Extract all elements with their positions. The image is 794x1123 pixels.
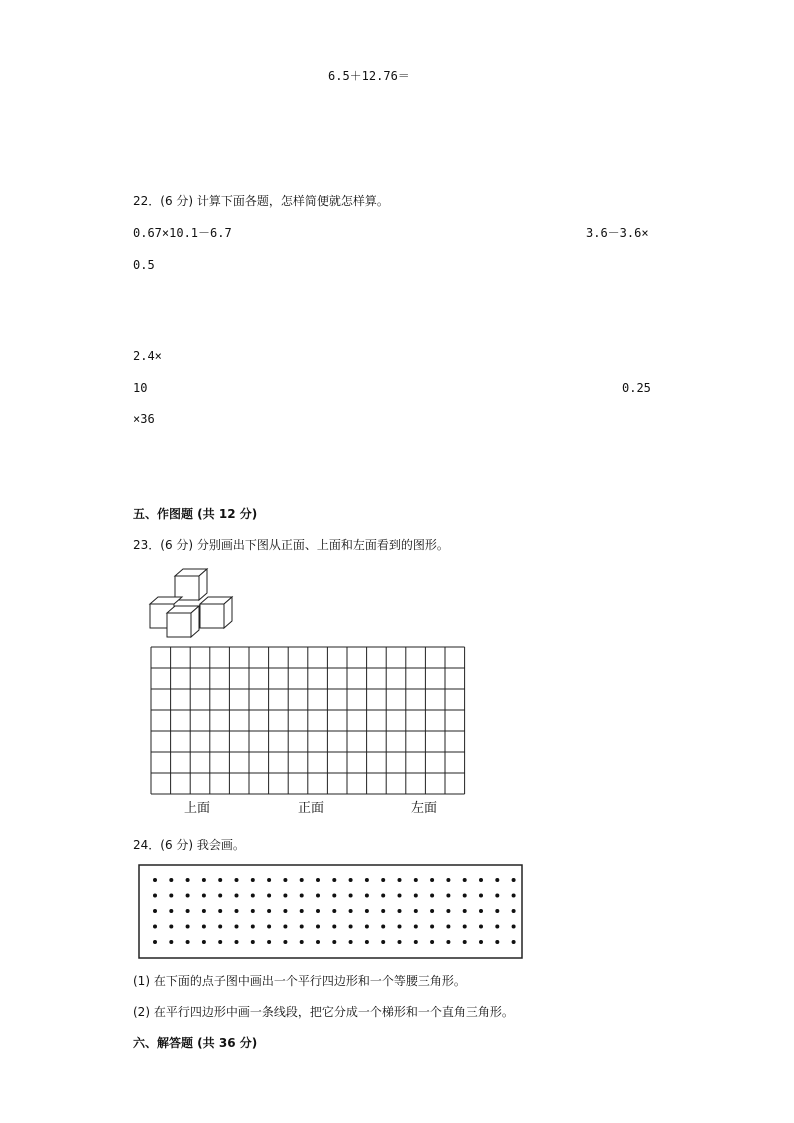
expression-q21-last: 6.5＋12.76＝ (328, 69, 410, 83)
grid-dot (153, 909, 157, 913)
grid-dot (316, 940, 320, 944)
grid-dot (153, 925, 157, 929)
grid-dot (349, 878, 353, 882)
grid-dot (267, 909, 271, 913)
grid-dot (316, 925, 320, 929)
grid-dot (267, 940, 271, 944)
grid-dot (235, 925, 239, 929)
grid-dot (365, 878, 369, 882)
grid-dot (283, 909, 287, 913)
grid-dot (300, 940, 304, 944)
grid-dot (202, 940, 206, 944)
grid-dot (479, 909, 483, 913)
grid-dot (446, 909, 450, 913)
grid-dot (300, 925, 304, 929)
grid-label-left-view: 左面 (411, 801, 438, 816)
grid-dot (365, 909, 369, 913)
grid-dot (186, 940, 190, 944)
grid-dot (218, 878, 222, 882)
grid-dot (414, 894, 418, 898)
grid-dot (479, 925, 483, 929)
cube-figure (145, 568, 240, 640)
grid-dot (463, 940, 467, 944)
q22-expression-2-line1: 3.6－3.6× (586, 226, 649, 240)
grid-dot (153, 878, 157, 882)
grid-dot (186, 909, 190, 913)
grid-dot (316, 894, 320, 898)
grid-dot (512, 878, 516, 882)
grid-dot (186, 894, 190, 898)
grid-dot (495, 894, 499, 898)
q22-expression-3-line2: 10 (133, 381, 148, 395)
grid-dot (398, 925, 402, 929)
grid-dot (512, 925, 516, 929)
grid-dot (365, 925, 369, 929)
grid-dot (267, 925, 271, 929)
drawing-grid[interactable] (150, 646, 470, 796)
question-22-heading: 22．(6 分) 计算下面各题，怎样简便就怎样算。 (133, 194, 389, 208)
grid-dot (153, 940, 157, 944)
q22-expression-1: 0.67×10.1－6.7 (133, 226, 232, 240)
grid-dot (300, 878, 304, 882)
grid-dot (381, 878, 385, 882)
grid-dot (235, 940, 239, 944)
grid-dot (414, 878, 418, 882)
grid-dot (332, 909, 336, 913)
grid-dot (463, 925, 467, 929)
question-23-heading: 23．(6 分) 分别画出下图从正面、上面和左面看到的图形。 (133, 538, 449, 552)
grid-dot (169, 925, 173, 929)
grid-dot (316, 878, 320, 882)
grid-dot (512, 909, 516, 913)
grid-dot (202, 878, 206, 882)
q24-instruction-2: (2) 在平行四边形中画一条线段，把它分成一个梯形和一个直角三角形。 (133, 1005, 514, 1019)
grid-dot (430, 940, 434, 944)
grid-dot (332, 878, 336, 882)
grid-dot (398, 940, 402, 944)
grid-dot (495, 909, 499, 913)
grid-label-front-view: 正面 (298, 801, 325, 816)
grid-dot (235, 878, 239, 882)
grid-dot (365, 940, 369, 944)
grid-dot (414, 909, 418, 913)
grid-dot (153, 894, 157, 898)
grid-dot (169, 894, 173, 898)
grid-dot (430, 925, 434, 929)
grid-dot (332, 940, 336, 944)
grid-dot (349, 925, 353, 929)
grid-dot (446, 878, 450, 882)
grid-dot (251, 894, 255, 898)
grid-dot (463, 878, 467, 882)
grid-dot (169, 940, 173, 944)
grid-dot (267, 878, 271, 882)
q22-expression-4-line1: 0.25 (622, 381, 651, 395)
section-6-title: 六、解答题 (共 36 分) (133, 1036, 258, 1050)
grid-dot (463, 909, 467, 913)
grid-dot (169, 909, 173, 913)
grid-dot (186, 878, 190, 882)
grid-dot (479, 878, 483, 882)
grid-dot (381, 909, 385, 913)
grid-label-top-view: 上面 (184, 801, 211, 816)
grid-dot (495, 940, 499, 944)
grid-dot (283, 925, 287, 929)
q24-instruction-1: (1) 在下面的点子图中画出一个平行四边形和一个等腰三角形。 (133, 974, 466, 988)
dot-grid[interactable] (138, 864, 524, 960)
grid-dot (381, 940, 385, 944)
grid-dot (381, 925, 385, 929)
grid-dot (283, 940, 287, 944)
q22-expression-3-line1: 2.4× (133, 349, 162, 363)
grid-dot (300, 894, 304, 898)
grid-dot (365, 894, 369, 898)
grid-dot (316, 909, 320, 913)
grid-dot (414, 940, 418, 944)
grid-dot (283, 894, 287, 898)
grid-dot (430, 894, 434, 898)
grid-dot (218, 925, 222, 929)
grid-dot (202, 909, 206, 913)
grid-dot (251, 940, 255, 944)
grid-dot (512, 894, 516, 898)
grid-dot (251, 878, 255, 882)
grid-dot (235, 894, 239, 898)
grid-dot (218, 909, 222, 913)
grid-dot (169, 878, 173, 882)
question-24-heading: 24．(6 分) 我会画。 (133, 838, 245, 852)
grid-dot (495, 878, 499, 882)
grid-dot (398, 894, 402, 898)
grid-dot (349, 909, 353, 913)
grid-dot (218, 894, 222, 898)
grid-dot (398, 909, 402, 913)
grid-dot (251, 909, 255, 913)
grid-dot (446, 925, 450, 929)
grid-dot (446, 940, 450, 944)
grid-dot (349, 940, 353, 944)
grid-dot (332, 894, 336, 898)
grid-dot (430, 909, 434, 913)
grid-dot (381, 894, 385, 898)
grid-dot (332, 925, 336, 929)
grid-dot (267, 894, 271, 898)
grid-dot (186, 925, 190, 929)
grid-dot (495, 925, 499, 929)
grid-dot (463, 894, 467, 898)
grid-dot (235, 909, 239, 913)
grid-dot (430, 878, 434, 882)
section-5-title: 五、作图题 (共 12 分) (133, 507, 258, 521)
grid-dot (512, 940, 516, 944)
grid-dot (283, 878, 287, 882)
grid-dot (202, 925, 206, 929)
q22-expression-4-line2: ×36 (133, 412, 155, 426)
grid-dot (349, 894, 353, 898)
grid-dot (446, 894, 450, 898)
grid-dot (414, 925, 418, 929)
grid-dot (251, 925, 255, 929)
q22-expression-2-line2: 0.5 (133, 258, 155, 272)
grid-dot (398, 878, 402, 882)
grid-dot (479, 940, 483, 944)
grid-dot (479, 894, 483, 898)
grid-dot (300, 909, 304, 913)
grid-dot (202, 894, 206, 898)
grid-dot (218, 940, 222, 944)
